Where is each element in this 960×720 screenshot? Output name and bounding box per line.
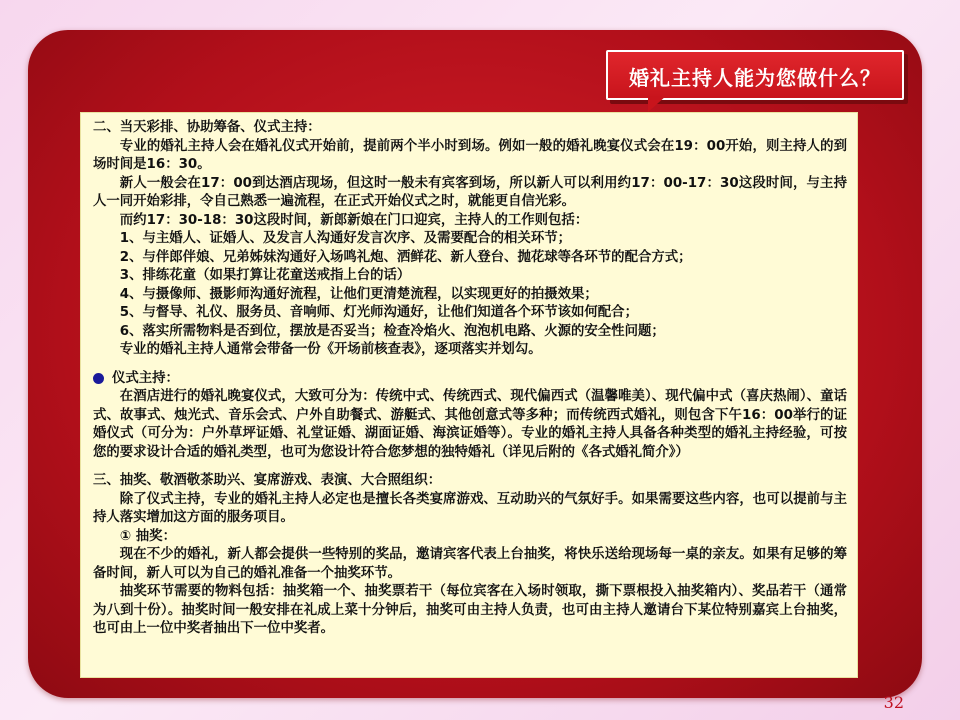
list-item: 2、与伴郎伴娘、兄弟姊妹沟通好入场鸣礼炮、洒鲜花、新人登台、抛花球等各环节的配合方式；: [119, 249, 692, 265]
section-3-paragraph: 现在不少的婚礼，新人都会提供一些特别的奖品，邀请宾客代表上台抽奖，将快乐送给现场每一桌的亲友。如果有足够的筹备时间，新人可以为自己的婚礼准备一个抽奖环节。: [93, 547, 847, 581]
section-2-paragraph: 而约17：30-18：30这段时间，新郎新娘在门口迎宾，主持人的工作则包括：: [119, 212, 589, 228]
bullet-heading: [93, 370, 847, 389]
list-item: 5、与督导、礼仪、服务员、音响师、灯光师沟通好，让他们知道各个环节该如何配合；: [119, 305, 638, 320]
bullet-paragraph: 在酒店进行的婚礼晚宴仪式，大致可分为：传统中式、传统西式、现代偏西式（温馨唯美）、现代偏中式（喜庆热闹）、童话式、故事式、烛光式、音乐会式、户外自助餐式、游艇式、其他创意式等多种；而传统西式婚礼，则包含下午16：00举行的证婚仪式（可分为：户外草坪证婚、礼堂证婚、湖面证婚、海滨证婚等）。专业的婚礼主持人具备各种类型的婚礼主持经验，可按您的要求设计合适的婚礼类型，也可为您设计符合您梦想的独特婚礼（详见后附的《各式婚礼简介》）: [93, 389, 847, 460]
section-3-paragraph: 抽奖环节需要的物料包括：抽奖箱一个、抽奖票若干（每位宾客在入场时领取，撕下票根投入抽奖箱内）、奖品若干（通常为八到十份）。抽奖时间一般安排在礼成上菜十分钟后，抽奖可由主持人负责，也可由主持人邀请台下某位特别嘉宾上台抽奖，也可由上一位中奖者抽出下一位中奖者。: [93, 584, 847, 636]
spacer: [93, 360, 847, 370]
list-item: 1、与主婚人、证婚人、及发言人沟通好发言次序、及需要配合的相关环节；: [119, 231, 572, 246]
section-2-paragraph: 新人一般会在17：00到达酒店现场，但这时一般未有宾客到场，所以新人可以利用约17：00-17：30这段时间，与主持人一同开始彩排，令自己熟悉一遍流程，在正式开始仪式之时，就能更自信光彩。: [93, 175, 847, 209]
list-item: 6、落实所需物料是否到位，摆放是否妥当；检查冷焰火、泡泡机电路、火源的安全性问题；: [119, 323, 665, 339]
slide-title: 婚礼主持人能为您做什么？: [629, 66, 881, 90]
section-3-sub-heading: ① 抽奖：: [119, 528, 176, 544]
title-banner: [606, 50, 904, 100]
section-3-heading: 三、抽奖、敬酒敬茶助兴、宴席游戏、表演、大合照组织：: [93, 473, 442, 488]
list-item: 3、排练花童（如果打算让花童送戒指上台的话）: [119, 268, 411, 283]
page-number: 32: [883, 693, 904, 712]
bullet-dot-icon: [93, 373, 104, 384]
section-2-heading: 二、当天彩排、协助筹备、仪式主持：: [93, 120, 321, 135]
section-3-paragraph: 除了仪式主持，专业的婚礼主持人必定也是擅长各类宴席游戏、互动助兴的气氛好手。如果需要这些内容，也可以提前与主持人落实增加这方面的服务项目。: [93, 491, 847, 525]
bullet-heading-text: 仪式主持：: [112, 370, 179, 386]
spacer: [93, 462, 847, 472]
content-box: [80, 112, 858, 678]
list-item: 4、与摄像师、摄影师沟通好流程，让他们更清楚流程，以实现更好的拍摄效果；: [119, 286, 598, 302]
section-2-paragraph: 专业的婚礼主持人通常会带备一份《开场前核查表》，逐项落实并划勾。: [119, 342, 542, 357]
banner-pointer: [648, 96, 666, 112]
section-2-paragraph: 专业的婚礼主持人会在婚礼仪式开始前，提前两个半小时到场。例如一般的婚礼晚宴仪式会在19：00开始，则主持人的到场时间是16：30。: [93, 138, 847, 172]
